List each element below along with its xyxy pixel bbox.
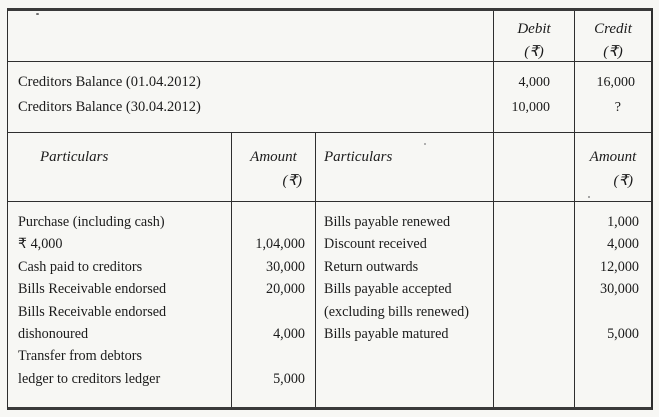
creditors-account-table <box>7 8 653 410</box>
ledger-entry-label: Bills Receivable endorsed <box>18 303 167 320</box>
left-amount-currency: (₹) <box>282 173 302 189</box>
debit-currency-label: (₹) <box>524 44 544 60</box>
blank-spacer-header-cell <box>494 133 575 201</box>
top-header-blank-cell <box>8 11 494 61</box>
ledger-entry-amount <box>232 301 315 323</box>
opening-balance-credit: 16,000 <box>596 75 635 90</box>
ledger-entry-label: (excluding bills renewed) <box>324 303 469 320</box>
ledger-entry-amount <box>232 211 315 233</box>
left-particulars-header: Particulars <box>8 133 232 201</box>
balances-debit-cell <box>494 62 575 132</box>
ledger-entry-amount <box>575 301 651 323</box>
ledger-entry-label: Cash paid to creditors <box>18 258 143 275</box>
left-amount-header <box>232 133 316 201</box>
right-amount-column <box>575 202 651 407</box>
left-amount-column <box>232 202 316 407</box>
ledger-entry-amount: 4,000 <box>607 236 639 253</box>
ledger-entry-amount: 1,04,000 <box>255 236 305 253</box>
ledger-entry-amount: 4,000 <box>273 326 305 342</box>
ledger-entry-label: ledger to creditors ledger <box>18 370 161 387</box>
ledger-entry-label: Discount received <box>324 236 427 253</box>
ledger-entry-amount: 30,000 <box>599 281 639 298</box>
debit-label: Debit <box>517 21 551 37</box>
closing-balance-debit: 10,000 <box>511 100 550 115</box>
ledger-entry-label: Transfer from debtors <box>18 348 142 365</box>
ledger-entry-label: Bills payable renewed <box>324 214 451 230</box>
ledger-entry-label: Return outwards <box>324 258 419 275</box>
ledger-entry-label: Bills payable matured <box>324 326 449 343</box>
right-amount-header <box>575 133 651 201</box>
credit-label: Credit <box>594 21 632 37</box>
right-amount-currency: (₹) <box>613 173 633 189</box>
right-amount-label: Amount <box>589 149 637 165</box>
left-amount-label: Amount <box>250 149 297 165</box>
ledger-entry-amount: 20,000 <box>265 281 305 298</box>
ledger-header-row <box>8 133 651 202</box>
closing-balance-credit-unknown: ? <box>614 100 621 115</box>
ledger-entry-amount: 30,000 <box>265 258 305 275</box>
ledger-entry-label: dishonoured <box>18 326 89 343</box>
ledger-body <box>8 202 651 407</box>
right-particulars-header: Particulars <box>316 133 494 201</box>
ledger-entry-amount: 1,000 <box>607 214 639 230</box>
left-particulars-column <box>8 202 232 407</box>
ledger-entry-amount: 5,000 <box>607 326 639 343</box>
closing-balance-label: Creditors Balance (30.04.2012) <box>18 99 201 115</box>
opening-balance-label: Creditors Balance (01.04.2012) <box>18 74 201 90</box>
ledger-entry-label: Bills Receivable endorsed <box>18 281 167 298</box>
ledger-entry-amount: 5,000 <box>273 370 305 387</box>
balances-section <box>8 62 651 133</box>
credit-currency-label: (₹) <box>603 44 623 60</box>
ledger-entry-amount <box>232 345 315 367</box>
balances-particulars-cell <box>8 62 494 132</box>
top-header-row <box>8 11 651 62</box>
balances-credit-cell <box>575 62 651 132</box>
ledger-entry-amount: 12,000 <box>599 258 639 275</box>
debit-column-header <box>494 11 575 61</box>
ledger-entry-label: ₹ 4,000 <box>18 236 63 253</box>
right-particulars-column <box>316 202 494 407</box>
ledger-entry-label: Purchase (including cash) <box>18 214 165 230</box>
blank-spacer-column <box>494 202 575 407</box>
opening-balance-debit: 4,000 <box>518 75 550 90</box>
credit-column-header <box>575 11 651 61</box>
ledger-entry-label: Bills payable accepted <box>324 281 452 298</box>
